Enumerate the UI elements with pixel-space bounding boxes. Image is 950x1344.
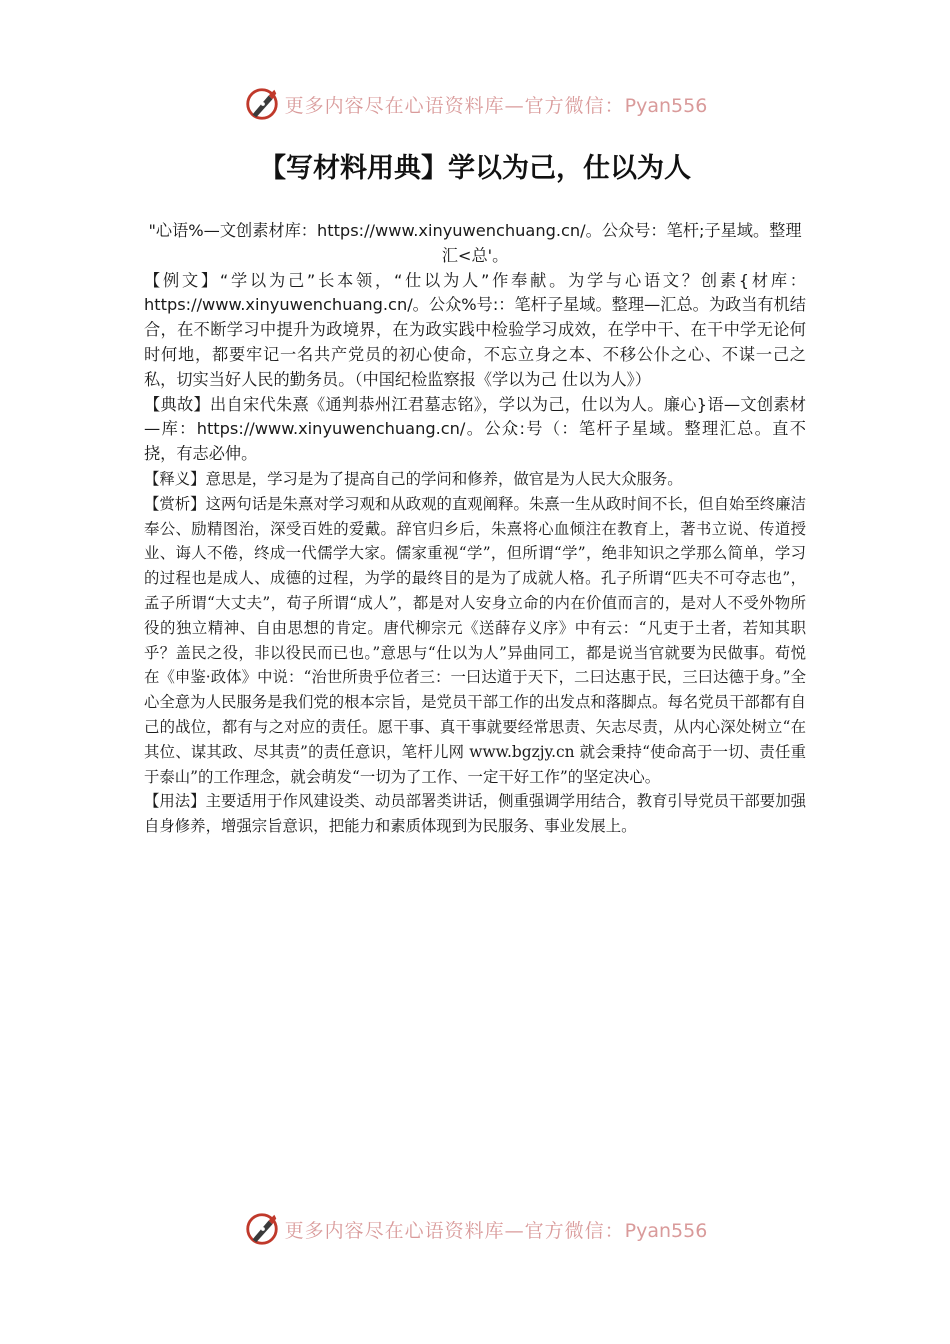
- footer-banner: [0, 1209, 950, 1249]
- meaning-paragraph: 【释义】意思是，学习是为了提高自己的学问和修养，做官是为人民大众服务。: [144, 469, 683, 488]
- example-paragraph: 【例文】“学以为己”长本领，“仕以为人”作奉献。为学与心语文？创素{材库：https://www.xinyuwenchuang.cn/。公众%号:：笔杆子星域。整理—汇总。为政当有机结合，在不断学习中提升为政境界，在为政实践中检验学习成效，在学中干、在干中学无论何时何地，都要牢记一名共产党员的初心使命，不忘立身之本、不移公仆之心、不谋一己之私，切实当好人民的勤务员。（中国纪检监察报《学以为己 仕以为人》）: [144, 270, 806, 389]
- analysis-paragraph: 【赏析】这两句话是朱熹对学习观和从政观的直观阐释。朱熹一生从政时间不长，但自始至终廉洁奉公、励精图治，深受百姓的爱戴。辞官归乡后，朱熹将心血倾注在教育上，著书立说、传道授业、诲人不倦，终成一代儒学大家。儒家重视“学”，但所谓“学”，绝非知识之学那么简单，学习的过程也是成人、成德的过程，为学的最终目的是为了成就人格。孔子所谓“匹夫不可夺志也”，孟子所谓“大丈夫”，荀子所谓“成人”，都是对人安身立命的内在价值而言的，是对人不受外物所役的独立精神、自由思想的肯定。唐代柳宗元《送薛存义序》中有云：“凡吏于土者，若知其职乎？盖民之役，非以役民而已也。”意思与“仕以为人”异曲同工，都是说当官就要为民做事。荀悦在《申鉴·政体》中说：“治世所贵乎位者三：一曰达道于天下，二曰达惠于民，三曰达德于身。”全心全意为人民服务是我们党的根本宗旨，是党员干部工作的出发点和落脚点。每名党员干部都有自己的战位，都有与之对应的责任。愿干事、真干事就要经常思责、矢志尽责，从内心深处树立“在其位、谋其政、尽其责”的责任意识，笔杆儿网 www.bgzjy.cn 就会秉持“使命高于一切、责任重于泰山”的工作理念，就会萌发“一切为了工作、一定干好工作”的坚定决心。: [144, 494, 806, 786]
- banner-text: 更多内容尽在心语资料库—官方微信：Pyan556: [284, 1219, 708, 1242]
- banner-text: 更多内容尽在心语资料库—官方微信：Pyan556: [284, 94, 708, 117]
- usage-paragraph: 【用法】主要适用于作风建设类、动员部署类讲话，侧重强调学用结合，教育引导党员干部要加强自身修养，增强宗旨意识，把能力和素质体现到为民服务、事业发展上。: [144, 792, 806, 836]
- pen-nib-logo-icon: [243, 1210, 281, 1248]
- pen-nib-logo-icon: [243, 85, 281, 123]
- intro-paragraph: "心语%—文创素材库：https://www.xinyuwenchuang.cn/。公众号：笔杆;子星域。整理汇<总'。: [148, 221, 802, 265]
- article-body: [144, 219, 806, 839]
- header-banner: [0, 84, 950, 124]
- source-paragraph: 【典故】出自宋代朱熹《通判恭州江君墓志铭》，学以为己，仕以为人。廉心}语—文创素材—库：https://www.xinyuwenchuang.cn/。公众:号（：笔杆子星域。整理汇总。直不挠，有志必伸。: [144, 394, 806, 464]
- page-title: 【写材料用典】学以为己，仕以为人: [259, 153, 691, 184]
